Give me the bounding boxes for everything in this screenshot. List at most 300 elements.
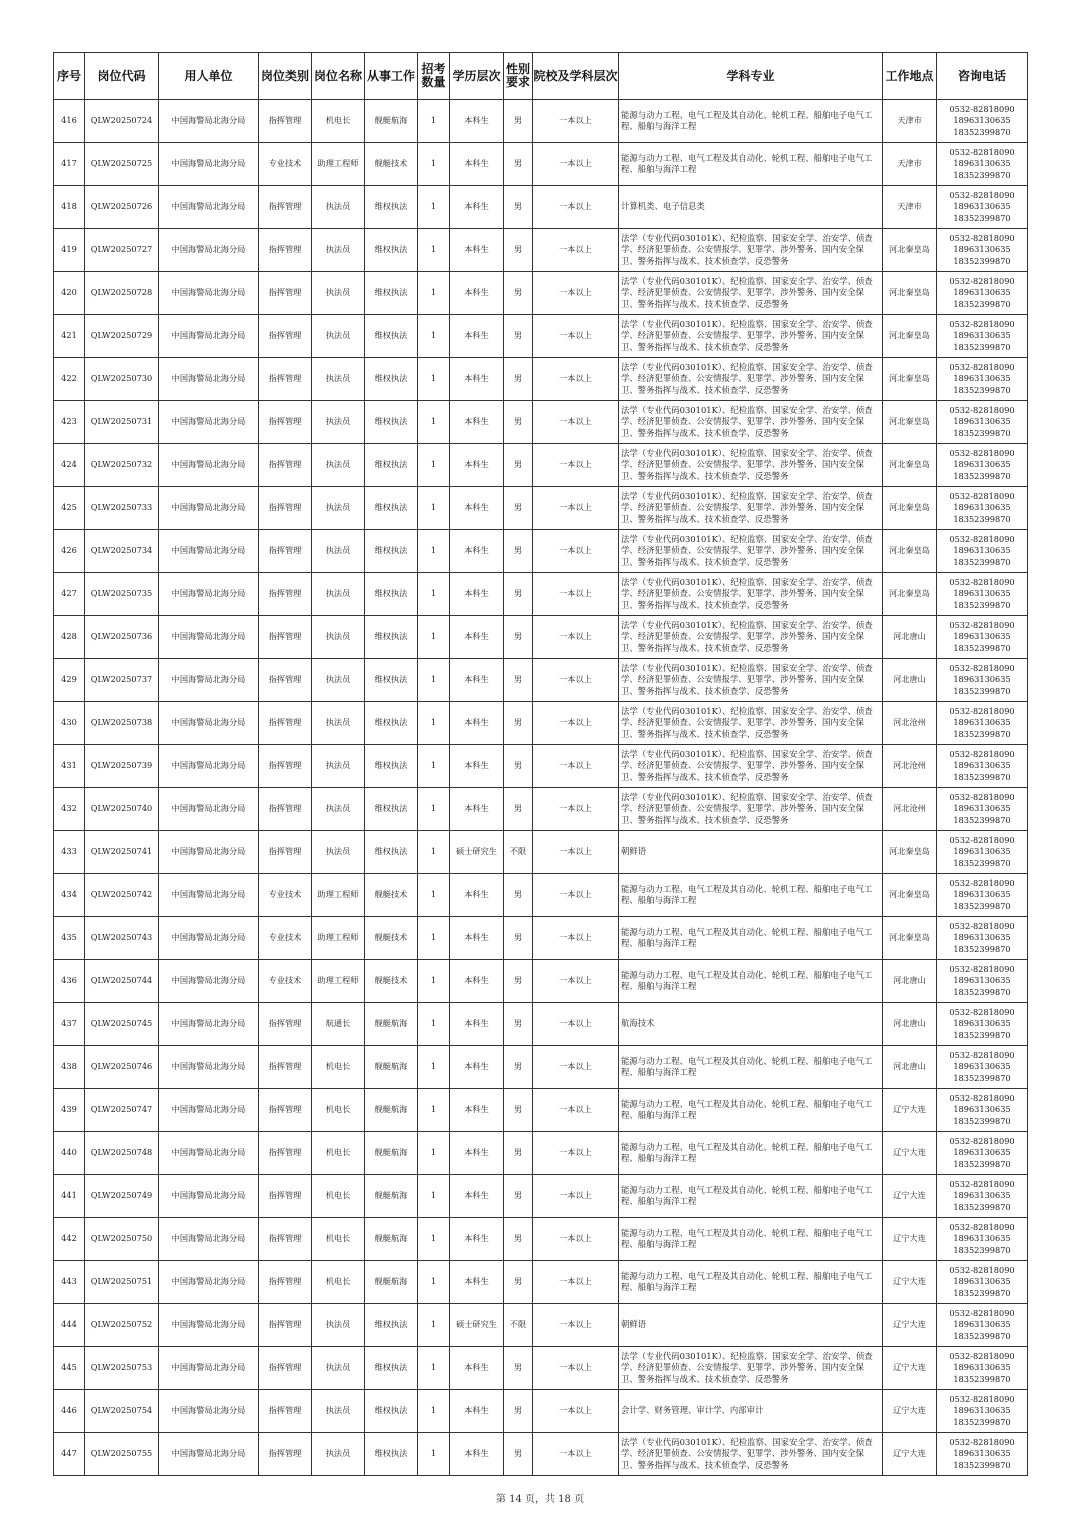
header-count: 招考数量 bbox=[418, 53, 450, 100]
cell-major: 法学（专业代码030101K）、纪检监察、国家安全学、治安学、侦查学、经济犯罪侦查、公安情报学、犯罪学、涉外警务、国内安全保卫、警务指挥与战术、技术侦查学、反恐警务 bbox=[619, 788, 883, 831]
cell-post-code: QLW20250731 bbox=[85, 401, 159, 444]
cell-seq: 429 bbox=[54, 659, 85, 702]
cell-school-level: 一本以上 bbox=[533, 401, 619, 444]
cell-work: 舰艇航海 bbox=[365, 1175, 418, 1218]
cell-work: 舰艇技术 bbox=[365, 143, 418, 186]
cell-count: 1 bbox=[418, 229, 450, 272]
cell-post-title: 机电长 bbox=[312, 1261, 365, 1304]
cell-post-title: 执法员 bbox=[312, 186, 365, 229]
cell-post-category: 指挥管理 bbox=[259, 487, 312, 530]
cell-gender: 男 bbox=[504, 1347, 533, 1390]
phone-number: 18963130635 bbox=[953, 588, 1011, 599]
table-body bbox=[54, 100, 1028, 1476]
cell-location: 河北秦皇岛 bbox=[883, 229, 937, 272]
phone-number: 18352399870 bbox=[953, 298, 1011, 309]
cell-employer: 中国海警局北海分局 bbox=[159, 401, 259, 444]
cell-major: 会计学、财务管理、审计学、内部审计 bbox=[619, 1390, 883, 1433]
cell-school-level: 一本以上 bbox=[533, 659, 619, 702]
cell-seq: 416 bbox=[54, 100, 85, 143]
phone-number: 0532-82818090 bbox=[949, 1264, 1015, 1275]
cell-school-level: 一本以上 bbox=[533, 315, 619, 358]
cell-major: 能源与动力工程、电气工程及其自动化、轮机工程、船舶电子电气工程、船舶与海洋工程 bbox=[619, 1089, 883, 1132]
phone-number: 0532-82818090 bbox=[949, 1350, 1015, 1361]
phone-number: 18352399870 bbox=[953, 642, 1011, 653]
cell-employer: 中国海警局北海分局 bbox=[159, 702, 259, 745]
cell-employer: 中国海警局北海分局 bbox=[159, 487, 259, 530]
phone-number: 18963130635 bbox=[953, 1061, 1011, 1072]
cell-employer: 中国海警局北海分局 bbox=[159, 831, 259, 874]
cell-seq: 442 bbox=[54, 1218, 85, 1261]
cell-post-title: 机电长 bbox=[312, 1218, 365, 1261]
phone-number: 0532-82818090 bbox=[949, 189, 1015, 200]
cell-seq: 436 bbox=[54, 960, 85, 1003]
cell-gender: 男 bbox=[504, 1089, 533, 1132]
cell-post-code: QLW20250748 bbox=[85, 1132, 159, 1175]
table-row bbox=[54, 1132, 1028, 1175]
cell-gender: 男 bbox=[504, 358, 533, 401]
cell-location: 辽宁大连 bbox=[883, 1261, 937, 1304]
cell-post-category: 指挥管理 bbox=[259, 702, 312, 745]
cell-post-code: QLW20250735 bbox=[85, 573, 159, 616]
cell-count: 1 bbox=[418, 1089, 450, 1132]
cell-work: 舰艇航海 bbox=[365, 1003, 418, 1046]
cell-education: 本科生 bbox=[450, 1003, 504, 1046]
cell-gender: 男 bbox=[504, 186, 533, 229]
phone-number: 18963130635 bbox=[953, 1190, 1011, 1201]
cell-education: 本科生 bbox=[450, 702, 504, 745]
phone-number: 18352399870 bbox=[953, 169, 1011, 180]
table-row bbox=[54, 1089, 1028, 1132]
cell-post-code: QLW20250727 bbox=[85, 229, 159, 272]
phone-number: 18963130635 bbox=[953, 932, 1011, 943]
cell-school-level: 一本以上 bbox=[533, 272, 619, 315]
cell-count: 1 bbox=[418, 358, 450, 401]
cell-post-title: 执法员 bbox=[312, 272, 365, 315]
cell-work: 维权执法 bbox=[365, 272, 418, 315]
cell-gender: 男 bbox=[504, 272, 533, 315]
cell-phone bbox=[937, 1304, 1028, 1347]
cell-location: 河北沧州 bbox=[883, 702, 937, 745]
table-row bbox=[54, 143, 1028, 186]
cell-gender: 不限 bbox=[504, 1304, 533, 1347]
cell-phone bbox=[937, 1089, 1028, 1132]
cell-seq: 445 bbox=[54, 1347, 85, 1390]
phone-number: 18352399870 bbox=[953, 1244, 1011, 1255]
cell-post-category: 指挥管理 bbox=[259, 1390, 312, 1433]
cell-seq: 433 bbox=[54, 831, 85, 874]
header-location: 工作地点 bbox=[883, 53, 937, 100]
cell-school-level: 一本以上 bbox=[533, 1132, 619, 1175]
cell-employer: 中国海警局北海分局 bbox=[159, 573, 259, 616]
cell-seq: 427 bbox=[54, 573, 85, 616]
cell-phone bbox=[937, 444, 1028, 487]
cell-location: 辽宁大连 bbox=[883, 1132, 937, 1175]
job-positions-table bbox=[53, 52, 1028, 1476]
cell-post-title: 执法员 bbox=[312, 616, 365, 659]
cell-phone bbox=[937, 788, 1028, 831]
cell-post-title: 助理工程师 bbox=[312, 874, 365, 917]
table-row bbox=[54, 1218, 1028, 1261]
cell-phone bbox=[937, 702, 1028, 745]
cell-post-category: 指挥管理 bbox=[259, 1261, 312, 1304]
cell-employer: 中国海警局北海分局 bbox=[159, 616, 259, 659]
cell-work: 舰艇航海 bbox=[365, 1046, 418, 1089]
cell-seq: 435 bbox=[54, 917, 85, 960]
cell-post-title: 助理工程师 bbox=[312, 960, 365, 1003]
table-row bbox=[54, 1046, 1028, 1089]
phone-number: 0532-82818090 bbox=[949, 662, 1015, 673]
cell-post-category: 指挥管理 bbox=[259, 1218, 312, 1261]
table-header-row bbox=[54, 53, 1028, 100]
cell-work: 维权执法 bbox=[365, 1347, 418, 1390]
phone-number: 18352399870 bbox=[953, 771, 1011, 782]
phone-number: 18963130635 bbox=[953, 115, 1011, 126]
cell-post-title: 执法员 bbox=[312, 229, 365, 272]
phone-number: 18963130635 bbox=[953, 201, 1011, 212]
cell-work: 维权执法 bbox=[365, 831, 418, 874]
cell-post-code: QLW20250750 bbox=[85, 1218, 159, 1261]
cell-post-title: 执法员 bbox=[312, 788, 365, 831]
cell-post-title: 助理工程师 bbox=[312, 917, 365, 960]
phone-number: 18352399870 bbox=[953, 728, 1011, 739]
cell-employer: 中国海警局北海分局 bbox=[159, 1218, 259, 1261]
cell-education: 本科生 bbox=[450, 444, 504, 487]
cell-post-title: 机电长 bbox=[312, 100, 365, 143]
cell-location: 辽宁大连 bbox=[883, 1089, 937, 1132]
table-row bbox=[54, 1390, 1028, 1433]
cell-major: 法学（专业代码030101K）、纪检监察、国家安全学、治安学、侦查学、经济犯罪侦查、公安情报学、犯罪学、涉外警务、国内安全保卫、警务指挥与战术、技术侦查学、反恐警务 bbox=[619, 272, 883, 315]
cell-count: 1 bbox=[418, 272, 450, 315]
phone-number: 18963130635 bbox=[953, 330, 1011, 341]
cell-school-level: 一本以上 bbox=[533, 1218, 619, 1261]
cell-education: 本科生 bbox=[450, 745, 504, 788]
cell-employer: 中国海警局北海分局 bbox=[159, 1089, 259, 1132]
cell-education: 硕士研究生 bbox=[450, 1304, 504, 1347]
cell-education: 本科生 bbox=[450, 1175, 504, 1218]
cell-work: 舰艇航海 bbox=[365, 1132, 418, 1175]
cell-major: 法学（专业代码030101K）、纪检监察、国家安全学、治安学、侦查学、经济犯罪侦查、公安情报学、犯罪学、涉外警务、国内安全保卫、警务指挥与战术、技术侦查学、反恐警务 bbox=[619, 358, 883, 401]
cell-school-level: 一本以上 bbox=[533, 874, 619, 917]
cell-major: 能源与动力工程、电气工程及其自动化、轮机工程、船舶电子电气工程、船舶与海洋工程 bbox=[619, 917, 883, 960]
cell-post-category: 指挥管理 bbox=[259, 100, 312, 143]
cell-count: 1 bbox=[418, 444, 450, 487]
cell-gender: 男 bbox=[504, 1175, 533, 1218]
cell-school-level: 一本以上 bbox=[533, 616, 619, 659]
cell-gender: 男 bbox=[504, 917, 533, 960]
cell-location: 天津市 bbox=[883, 143, 937, 186]
cell-seq: 418 bbox=[54, 186, 85, 229]
cell-work: 舰艇航海 bbox=[365, 1218, 418, 1261]
phone-number: 0532-82818090 bbox=[949, 103, 1015, 114]
cell-major: 法学（专业代码030101K）、纪检监察、国家安全学、治安学、侦查学、经济犯罪侦查、公安情报学、犯罪学、涉外警务、国内安全保卫、警务指挥与战术、技术侦查学、反恐警务 bbox=[619, 401, 883, 444]
phone-number: 18963130635 bbox=[953, 1018, 1011, 1029]
phone-number: 18963130635 bbox=[953, 1233, 1011, 1244]
cell-seq: 420 bbox=[54, 272, 85, 315]
cell-gender: 男 bbox=[504, 229, 533, 272]
phone-number: 18963130635 bbox=[953, 502, 1011, 513]
phone-number: 0532-82818090 bbox=[949, 791, 1015, 802]
cell-major: 朝鲜语 bbox=[619, 831, 883, 874]
cell-gender: 男 bbox=[504, 702, 533, 745]
cell-phone bbox=[937, 487, 1028, 530]
table-row bbox=[54, 272, 1028, 315]
phone-number: 18352399870 bbox=[953, 126, 1011, 137]
cell-post-title: 执法员 bbox=[312, 1304, 365, 1347]
phone-number: 0532-82818090 bbox=[949, 619, 1015, 630]
cell-post-code: QLW20250732 bbox=[85, 444, 159, 487]
cell-post-category: 专业技术 bbox=[259, 917, 312, 960]
cell-major: 能源与动力工程、电气工程及其自动化、轮机工程、船舶电子电气工程、船舶与海洋工程 bbox=[619, 100, 883, 143]
cell-count: 1 bbox=[418, 315, 450, 358]
cell-post-category: 专业技术 bbox=[259, 143, 312, 186]
cell-employer: 中国海警局北海分局 bbox=[159, 315, 259, 358]
cell-major: 航海技术 bbox=[619, 1003, 883, 1046]
phone-number: 18963130635 bbox=[953, 287, 1011, 298]
phone-number: 18352399870 bbox=[953, 599, 1011, 610]
cell-seq: 431 bbox=[54, 745, 85, 788]
phone-number: 18352399870 bbox=[953, 1072, 1011, 1083]
cell-major: 法学（专业代码030101K）、纪检监察、国家安全学、治安学、侦查学、经济犯罪侦查、公安情报学、犯罪学、涉外警务、国内安全保卫、警务指挥与战术、技术侦查学、反恐警务 bbox=[619, 444, 883, 487]
cell-post-code: QLW20250729 bbox=[85, 315, 159, 358]
table-row bbox=[54, 1261, 1028, 1304]
cell-post-category: 指挥管理 bbox=[259, 1003, 312, 1046]
cell-post-code: QLW20250737 bbox=[85, 659, 159, 702]
cell-education: 本科生 bbox=[450, 616, 504, 659]
cell-school-level: 一本以上 bbox=[533, 831, 619, 874]
cell-employer: 中国海警局北海分局 bbox=[159, 1046, 259, 1089]
cell-education: 本科生 bbox=[450, 788, 504, 831]
cell-post-code: QLW20250753 bbox=[85, 1347, 159, 1390]
phone-number: 0532-82818090 bbox=[949, 920, 1015, 931]
cell-school-level: 一本以上 bbox=[533, 1433, 619, 1476]
cell-count: 1 bbox=[418, 1304, 450, 1347]
table-row bbox=[54, 186, 1028, 229]
phone-number: 18963130635 bbox=[953, 373, 1011, 384]
phone-number: 0532-82818090 bbox=[949, 232, 1015, 243]
cell-count: 1 bbox=[418, 1003, 450, 1046]
cell-phone bbox=[937, 1132, 1028, 1175]
cell-post-category: 指挥管理 bbox=[259, 272, 312, 315]
cell-post-title: 机电长 bbox=[312, 1175, 365, 1218]
table-row bbox=[54, 229, 1028, 272]
cell-school-level: 一本以上 bbox=[533, 1304, 619, 1347]
cell-gender: 男 bbox=[504, 487, 533, 530]
phone-number: 0532-82818090 bbox=[949, 1178, 1015, 1189]
phone-number: 0532-82818090 bbox=[949, 877, 1015, 888]
cell-count: 1 bbox=[418, 788, 450, 831]
cell-gender: 男 bbox=[504, 100, 533, 143]
cell-education: 本科生 bbox=[450, 1218, 504, 1261]
cell-count: 1 bbox=[418, 960, 450, 1003]
cell-post-code: QLW20250730 bbox=[85, 358, 159, 401]
cell-post-title: 执法员 bbox=[312, 659, 365, 702]
cell-school-level: 一本以上 bbox=[533, 444, 619, 487]
cell-post-code: QLW20250726 bbox=[85, 186, 159, 229]
cell-school-level: 一本以上 bbox=[533, 1046, 619, 1089]
cell-school-level: 一本以上 bbox=[533, 100, 619, 143]
phone-number: 18352399870 bbox=[953, 1115, 1011, 1126]
cell-gender: 男 bbox=[504, 1261, 533, 1304]
cell-work: 维权执法 bbox=[365, 1433, 418, 1476]
cell-school-level: 一本以上 bbox=[533, 1089, 619, 1132]
phone-number: 18963130635 bbox=[953, 459, 1011, 470]
cell-location: 河北秦皇岛 bbox=[883, 487, 937, 530]
cell-post-category: 指挥管理 bbox=[259, 573, 312, 616]
cell-post-category: 指挥管理 bbox=[259, 530, 312, 573]
cell-major: 能源与动力工程、电气工程及其自动化、轮机工程、船舶电子电气工程、船舶与海洋工程 bbox=[619, 874, 883, 917]
cell-post-title: 机电长 bbox=[312, 1046, 365, 1089]
phone-number: 18352399870 bbox=[953, 470, 1011, 481]
cell-gender: 男 bbox=[504, 315, 533, 358]
cell-employer: 中国海警局北海分局 bbox=[159, 100, 259, 143]
table-row bbox=[54, 659, 1028, 702]
phone-number: 18352399870 bbox=[953, 857, 1011, 868]
cell-location: 辽宁大连 bbox=[883, 1390, 937, 1433]
phone-number: 0532-82818090 bbox=[949, 275, 1015, 286]
cell-school-level: 一本以上 bbox=[533, 788, 619, 831]
cell-education: 本科生 bbox=[450, 1433, 504, 1476]
cell-seq: 446 bbox=[54, 1390, 85, 1433]
cell-post-category: 指挥管理 bbox=[259, 788, 312, 831]
cell-gender: 男 bbox=[504, 1390, 533, 1433]
phone-number: 18963130635 bbox=[953, 1319, 1011, 1330]
cell-seq: 423 bbox=[54, 401, 85, 444]
cell-post-code: QLW20250724 bbox=[85, 100, 159, 143]
cell-location: 河北沧州 bbox=[883, 788, 937, 831]
cell-seq: 422 bbox=[54, 358, 85, 401]
cell-location: 辽宁大连 bbox=[883, 1175, 937, 1218]
phone-number: 0532-82818090 bbox=[949, 705, 1015, 716]
cell-count: 1 bbox=[418, 702, 450, 745]
cell-major: 能源与动力工程、电气工程及其自动化、轮机工程、船舶电子电气工程、船舶与海洋工程 bbox=[619, 143, 883, 186]
cell-post-title: 执法员 bbox=[312, 1390, 365, 1433]
cell-post-code: QLW20250740 bbox=[85, 788, 159, 831]
table-row bbox=[54, 702, 1028, 745]
cell-post-category: 指挥管理 bbox=[259, 616, 312, 659]
cell-post-category: 指挥管理 bbox=[259, 659, 312, 702]
phone-number: 18963130635 bbox=[953, 674, 1011, 685]
header-post-code: 岗位代码 bbox=[85, 53, 159, 100]
cell-major: 法学（专业代码030101K）、纪检监察、国家安全学、治安学、侦查学、经济犯罪侦查、公安情报学、犯罪学、涉外警务、国内安全保卫、警务指挥与战术、技术侦查学、反恐警务 bbox=[619, 229, 883, 272]
cell-gender: 男 bbox=[504, 1433, 533, 1476]
cell-count: 1 bbox=[418, 616, 450, 659]
table-row bbox=[54, 358, 1028, 401]
phone-number: 18352399870 bbox=[953, 685, 1011, 696]
cell-seq: 426 bbox=[54, 530, 85, 573]
cell-post-category: 专业技术 bbox=[259, 960, 312, 1003]
cell-employer: 中国海警局北海分局 bbox=[159, 143, 259, 186]
cell-phone bbox=[937, 616, 1028, 659]
cell-major: 法学（专业代码030101K）、纪检监察、国家安全学、治安学、侦查学、经济犯罪侦查、公安情报学、犯罪学、涉外警务、国内安全保卫、警务指挥与战术、技术侦查学、反恐警务 bbox=[619, 659, 883, 702]
cell-phone bbox=[937, 401, 1028, 444]
cell-location: 天津市 bbox=[883, 186, 937, 229]
cell-seq: 417 bbox=[54, 143, 85, 186]
cell-seq: 434 bbox=[54, 874, 85, 917]
cell-gender: 男 bbox=[504, 788, 533, 831]
phone-number: 18352399870 bbox=[953, 556, 1011, 567]
cell-seq: 444 bbox=[54, 1304, 85, 1347]
cell-major: 法学（专业代码030101K）、纪检监察、国家安全学、治安学、侦查学、经济犯罪侦查、公安情报学、犯罪学、涉外警务、国内安全保卫、警务指挥与战术、技术侦查学、反恐警务 bbox=[619, 487, 883, 530]
cell-school-level: 一本以上 bbox=[533, 1390, 619, 1433]
cell-employer: 中国海警局北海分局 bbox=[159, 444, 259, 487]
cell-school-level: 一本以上 bbox=[533, 1175, 619, 1218]
cell-phone bbox=[937, 100, 1028, 143]
cell-post-category: 指挥管理 bbox=[259, 1175, 312, 1218]
cell-major: 法学（专业代码030101K）、纪检监察、国家安全学、治安学、侦查学、经济犯罪侦查、公安情报学、犯罪学、涉外警务、国内安全保卫、警务指挥与战术、技术侦查学、反恐警务 bbox=[619, 315, 883, 358]
cell-work: 维权执法 bbox=[365, 229, 418, 272]
cell-phone bbox=[937, 1046, 1028, 1089]
header-employer: 用人单位 bbox=[159, 53, 259, 100]
cell-employer: 中国海警局北海分局 bbox=[159, 960, 259, 1003]
cell-work: 舰艇航海 bbox=[365, 1089, 418, 1132]
cell-post-title: 执法员 bbox=[312, 487, 365, 530]
cell-location: 河北秦皇岛 bbox=[883, 874, 937, 917]
cell-gender: 男 bbox=[504, 960, 533, 1003]
header-post-title: 岗位名称 bbox=[312, 53, 365, 100]
cell-phone bbox=[937, 186, 1028, 229]
cell-education: 本科生 bbox=[450, 1347, 504, 1390]
cell-education: 本科生 bbox=[450, 272, 504, 315]
phone-number: 0532-82818090 bbox=[949, 1393, 1015, 1404]
cell-count: 1 bbox=[418, 874, 450, 917]
cell-location: 河北唐山 bbox=[883, 960, 937, 1003]
cell-work: 维权执法 bbox=[365, 444, 418, 487]
cell-education: 本科生 bbox=[450, 1089, 504, 1132]
cell-location: 河北秦皇岛 bbox=[883, 530, 937, 573]
phone-number: 18352399870 bbox=[953, 513, 1011, 524]
cell-count: 1 bbox=[418, 573, 450, 616]
phone-number: 18963130635 bbox=[953, 975, 1011, 986]
cell-work: 舰艇技术 bbox=[365, 917, 418, 960]
header-education: 学历层次 bbox=[450, 53, 504, 100]
cell-education: 本科生 bbox=[450, 917, 504, 960]
cell-education: 本科生 bbox=[450, 573, 504, 616]
table-row bbox=[54, 616, 1028, 659]
cell-gender: 男 bbox=[504, 401, 533, 444]
cell-location: 河北秦皇岛 bbox=[883, 401, 937, 444]
cell-school-level: 一本以上 bbox=[533, 573, 619, 616]
phone-number: 0532-82818090 bbox=[949, 1049, 1015, 1060]
cell-seq: 421 bbox=[54, 315, 85, 358]
table-row bbox=[54, 831, 1028, 874]
cell-seq: 443 bbox=[54, 1261, 85, 1304]
cell-count: 1 bbox=[418, 831, 450, 874]
phone-number: 0532-82818090 bbox=[949, 490, 1015, 501]
table-row bbox=[54, 1003, 1028, 1046]
table-row bbox=[54, 917, 1028, 960]
cell-post-category: 指挥管理 bbox=[259, 1347, 312, 1390]
phone-number: 18963130635 bbox=[953, 846, 1011, 857]
cell-gender: 男 bbox=[504, 1003, 533, 1046]
phone-number: 18963130635 bbox=[953, 416, 1011, 427]
phone-number: 18352399870 bbox=[953, 1201, 1011, 1212]
cell-count: 1 bbox=[418, 100, 450, 143]
cell-education: 本科生 bbox=[450, 960, 504, 1003]
phone-number: 0532-82818090 bbox=[949, 1307, 1015, 1318]
cell-location: 河北秦皇岛 bbox=[883, 831, 937, 874]
cell-location: 辽宁大连 bbox=[883, 1347, 937, 1390]
cell-post-title: 执法员 bbox=[312, 315, 365, 358]
cell-school-level: 一本以上 bbox=[533, 143, 619, 186]
table-row bbox=[54, 1304, 1028, 1347]
cell-post-code: QLW20250754 bbox=[85, 1390, 159, 1433]
cell-location: 河北秦皇岛 bbox=[883, 272, 937, 315]
table-row bbox=[54, 530, 1028, 573]
header-gender: 性别要求 bbox=[504, 53, 533, 100]
cell-employer: 中国海警局北海分局 bbox=[159, 788, 259, 831]
cell-phone bbox=[937, 874, 1028, 917]
cell-employer: 中国海警局北海分局 bbox=[159, 1261, 259, 1304]
